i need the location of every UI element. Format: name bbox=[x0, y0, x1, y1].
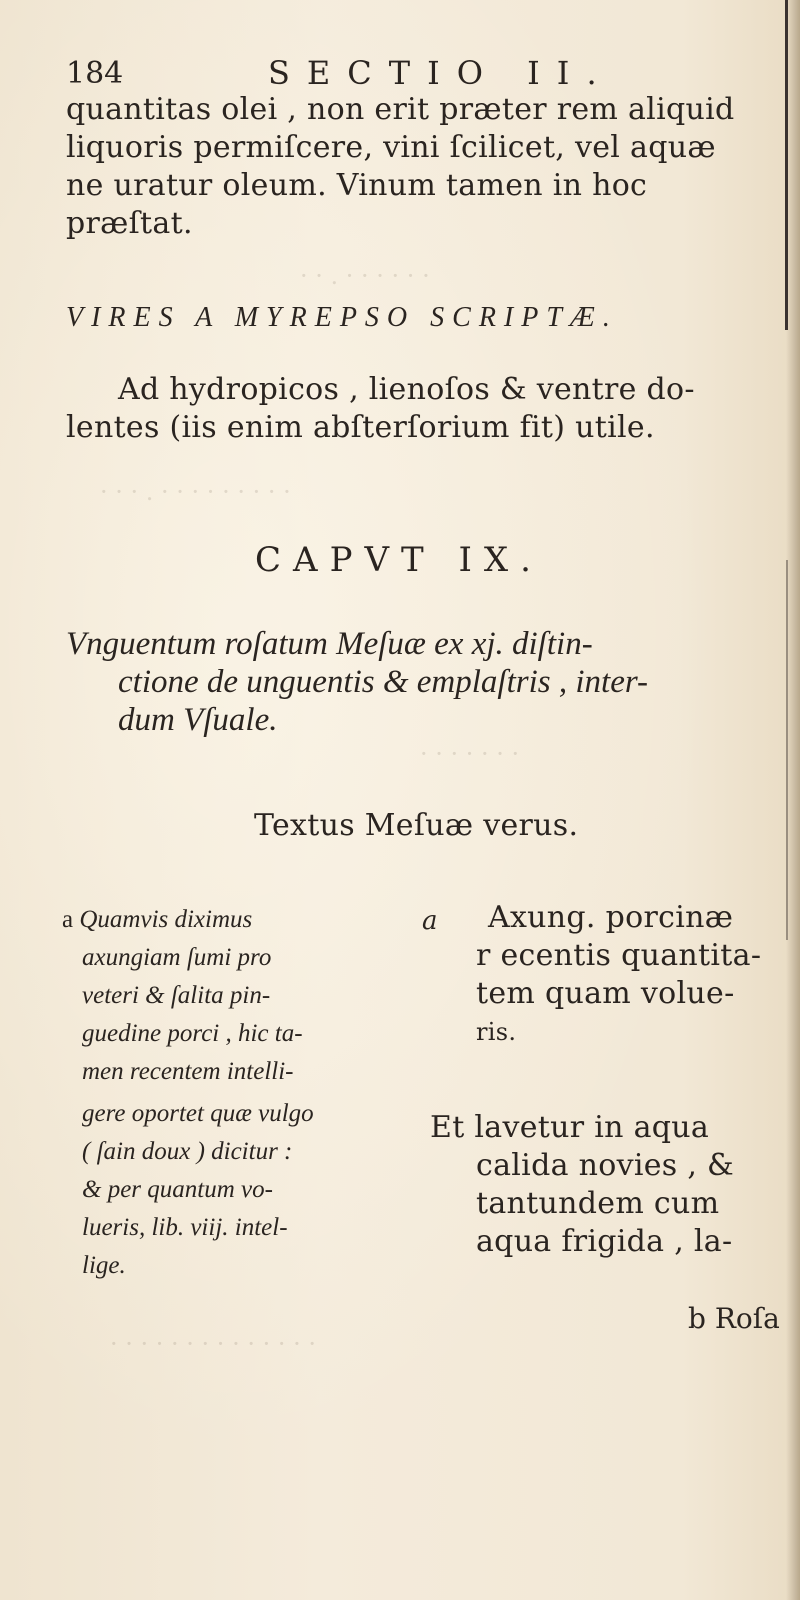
marginal-note-line: axungiam ſumi pro bbox=[82, 944, 272, 971]
section-heading: VIRES A MYREPSO SCRIPTÆ. bbox=[66, 302, 618, 333]
text-line: Ad hydropicos , lienoſos & ventre do- bbox=[118, 372, 695, 407]
bleed-through-text: · · · · · · · bbox=[420, 740, 520, 768]
marginal-note-line: lige. bbox=[82, 1252, 126, 1279]
textus-heading: Textus Meſuæ verus. bbox=[254, 808, 579, 843]
right-column-marker: a bbox=[422, 906, 438, 936]
text-line: ne uratur oleum. Vinum tamen in hoc bbox=[66, 168, 648, 203]
chapter-heading: CAPVT IX. bbox=[255, 540, 543, 580]
page-edge-line-lower bbox=[786, 560, 788, 940]
chapter-title-line: ctione de unguentis & emplaſtris , inter- bbox=[118, 664, 649, 700]
chapter-title-line: dum Vſuale. bbox=[118, 702, 278, 738]
page-number: 184 bbox=[66, 56, 124, 91]
right-column-line: ris. bbox=[476, 1018, 517, 1046]
text-line: lentes (iis enim abſterſorium fit) utile. bbox=[66, 410, 655, 445]
right-column-line: Axung. porcinæ bbox=[488, 900, 734, 935]
chapter-title-line: Vnguentum roſatum Meſuæ ex xj. diſtin- bbox=[66, 626, 593, 662]
right-column-line: aqua frigida , la- bbox=[476, 1224, 733, 1259]
right-column-line: calida novies , & bbox=[476, 1148, 734, 1183]
marginal-note-line: veteri & ſalita pin- bbox=[82, 982, 271, 1009]
marginal-note-line: & per quantum vo- bbox=[82, 1176, 273, 1203]
page-edge-shadow bbox=[786, 0, 800, 1600]
marginal-note-line bbox=[62, 906, 252, 934]
bleed-through-text: · · . · · · · · · bbox=[300, 262, 430, 290]
right-column-line: tantundem cum bbox=[476, 1186, 720, 1221]
marginal-note-line: ( ſain doux ) dicitur : bbox=[82, 1138, 293, 1165]
marginal-note-line: gere oportet quæ vulgo bbox=[82, 1100, 314, 1127]
bleed-through-text: · · · . · · · · · · · · · bbox=[100, 478, 291, 506]
text-line: liquoris permiſcere, vini ſcilicet, vel aquæ bbox=[66, 130, 716, 165]
right-column-line: tem quam volue- bbox=[476, 976, 735, 1011]
catchword: b Roſa bbox=[688, 1302, 780, 1335]
marginal-note-line: guedine porci , hic ta- bbox=[82, 1020, 303, 1047]
page-edge-line bbox=[785, 0, 788, 330]
text-line: præſtat. bbox=[66, 206, 193, 241]
right-column-line: Et lavetur in aqua bbox=[430, 1110, 710, 1145]
running-head: SECTIO II. bbox=[268, 54, 614, 92]
marginal-note-line: lueris, lib. viij. intel- bbox=[82, 1214, 288, 1241]
marginal-note-line: men recentem intelli- bbox=[82, 1058, 294, 1085]
bleed-through-text: · · · · · · · · · · · · · · bbox=[110, 1330, 316, 1358]
text-line: quantitas olei , non erit præter rem aliquid bbox=[66, 92, 735, 127]
note-text: Quamvis diximus bbox=[79, 906, 253, 933]
note-marker: a bbox=[62, 906, 74, 933]
right-column-line: r ecentis quantita- bbox=[476, 938, 762, 973]
